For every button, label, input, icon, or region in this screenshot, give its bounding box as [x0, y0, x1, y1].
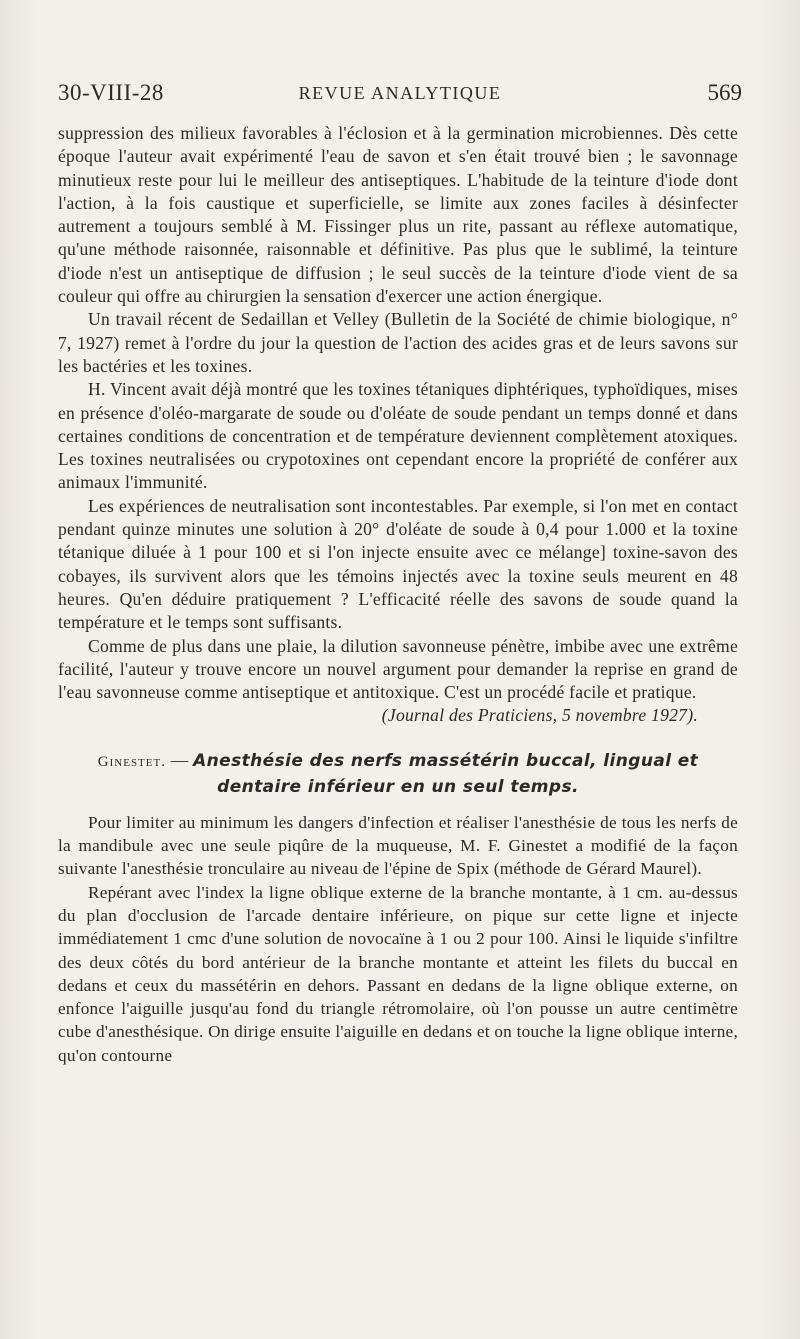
- paragraph-continuation: suppression des milieux favorables à l'éclosion et à la germination microbiennes. Dès cette époque l'auteur avait expérimenté l'eau de savon et s'en était trouvé bien ; le savonnage minutieux reste pour lui le meilleur des antiseptiques. L'habitude de la teinture d'iode dont l'action, à la fois caustique et superficielle, se limite aux zones faciles à désinfecter autrement a toujours semblé à M. Fissinger plus un rite, passant au réflexe automatique, qu'une méthode raisonnée, raisonnable et définitive. Pas plus que le sublimé, la teinture d'iode n'est un antiseptique de diffusion ; le seul succès de la teinture d'iode vient de sa couleur qui offre au chirurgien la sensation d'exercer une action énergique.: [58, 123, 738, 307]
- paragraph-conclusion: Comme de plus dans une plaie, la dilution savonneuse pénètre, imbibe avec une extrême facilité, l'auteur y trouve encore un nouvel argument pour demander la reprise en grand de l'eau savonneuse comme antiseptique et antitoxique. C'est un procédé facile et pratique.: [58, 635, 738, 703]
- paragraph-technique: Repérant avec l'index la ligne oblique externe de la branche montante, à 1 cm. au-dessus du plan d'occlusion de l'arcade dentaire inférieure, on pique sur cette ligne et injecte immédiatement 1 cmc d'une solution de novocaïne à 1 ou 2 pour 100. Ainsi le liquide s'infiltre des deux côtés du bord antérieur de la branche montante et atteint les filets du buccal en dedans et ceux du massétérin en dehors. Passant en dedans de la ligne oblique externe, on enfonce l'aiguille jusqu'au fond du triangle rétromolaire, où l'on pousse un autre centimètre cube d'anesthésique. On dirige ensuite l'aiguille en dedans et on touche la ligne oblique interne, qu'on contourne: [58, 882, 738, 1065]
- section-author: Ginestet.: [97, 753, 166, 770]
- section-heading: [58, 748, 738, 799]
- paragraph-sedaillan-velley: Un travail récent de Sedaillan et Velley (Bulletin de la Société de chimie biologique, n° 7, 1927) remet à l'ordre du jour la question de l'action des acides gras et de leurs savons sur les bactéries et les toxines.: [58, 309, 738, 376]
- source-citation: (Journal des Praticiens, 5 novembre 1927).: [381, 705, 698, 726]
- header-date: 30-VIII-28: [58, 80, 164, 105]
- article-body: [58, 122, 738, 1067]
- paragraph-ginestet-intro: Pour limiter au minimum les dangers d'infection et réaliser l'anesthésie de tous les nerfs de la mandibule avec une seule piqûre de la muqueuse, M. F. Ginestet a modifié de la façon suivante l'anesthésie tronculaire au niveau de l'épine de Spix (méthode de Gérard Maurel).: [58, 812, 738, 879]
- section-dash: —: [165, 749, 194, 770]
- paragraph-experiments: Les expériences de neutralisation sont incontestables. Par exemple, si l'on met en contact pendant quinze minutes une solution à 20° d'oléate de soude à 0,4 pour 1.000 et la toxine tétanique diluée à 1 pour 100 et si l'on injecte ensuite avec ce mélange] toxine-savon des cobayes, ils survivent alors que les témoins injectés avec la toxine seuls meurent en 48 heures. Qu'en déduire pratiquement ? L'efficacité réelle des savons de soude quand la température et le temps sont suffisants.: [58, 495, 738, 633]
- running-header: [58, 80, 742, 110]
- second-article: [58, 811, 738, 1067]
- header-journal-title: REVUE ANALYTIQUE: [298, 83, 502, 103]
- paragraph-vincent: H. Vincent avait déjà montré que les toxines tétaniques diphtériques, typhoïdiques, mises en présence d'oléo-margarate de soude ou d'oléate de soude pendant un temps donné et dans certaines conditions de concentration et de température deviennent complètement atoxiques. Les toxines neutralisées ou crypotoxines ont cependant encore la propriété de conférer aux animaux l'immunité.: [58, 379, 738, 493]
- page-number: 569: [707, 80, 742, 105]
- section-title: Anesthésie des nerfs massétérin buccal, lingual et dentaire inférieur en un seul temps.: [193, 750, 699, 797]
